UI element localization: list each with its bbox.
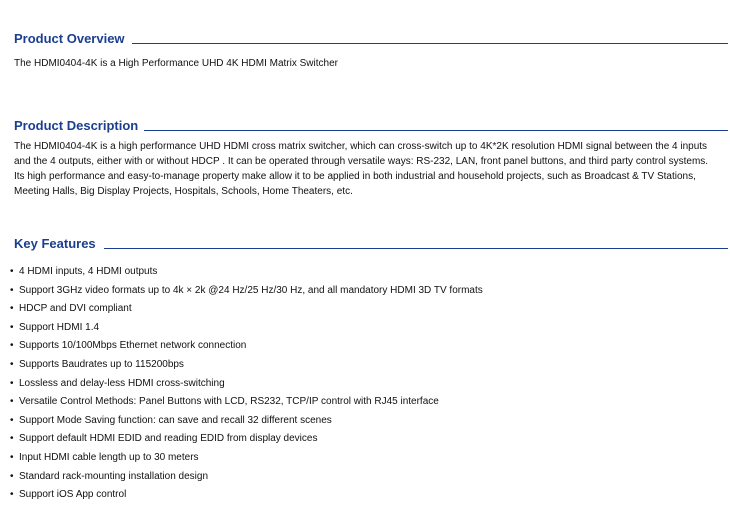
bullet-icon: • [10,303,14,315]
feature-item [10,282,483,301]
bullet-icon: • [10,284,14,296]
feature-text: HDCP and DVI compliant [19,303,132,315]
overview-heading: Product Overview [14,31,125,46]
feature-item [10,449,483,468]
feature-text: 4 HDMI inputs, 4 HDMI outputs [19,266,158,277]
overview-text: The HDMI0404-4K is a High Performance UHD 4K HDMI Matrix Switcher [14,58,338,69]
bullet-icon: • [10,433,14,445]
feature-text: Support Mode Saving function: can save and recall 32 different scenes [19,414,332,426]
overview-divider [132,43,728,44]
feature-item [10,468,483,487]
feature-item [10,412,483,431]
feature-item [10,430,483,449]
features-header [0,229,730,251]
description-divider [144,130,728,131]
bullet-icon: • [10,340,14,352]
feature-item [10,337,483,356]
features-divider [104,248,728,249]
feature-text: Lossless and delay-less HDMI cross-switching [19,377,225,389]
feature-item [10,263,483,282]
bullet-icon: • [10,396,14,408]
feature-text: Support 3GHz video formats up to 4k × 2k @24 Hz/25 Hz/30 Hz, and all mandatory HDMI 3D TV formats [19,284,483,296]
feature-text: Supports 10/100Mbps Ethernet network connection [19,340,247,352]
feature-item [10,356,483,375]
bullet-icon: • [10,451,14,463]
feature-text: Input HDMI cable length up to 30 meters [19,451,199,463]
bullet-icon: • [10,321,14,333]
overview-header [0,24,730,46]
feature-item [10,375,483,394]
feature-item [10,486,483,505]
feature-text: Versatile Control Methods: Panel Buttons with LCD, RS232, TCP/IP control with RJ45 interface [19,396,439,408]
feature-item [10,393,483,412]
feature-text: Standard rack-mounting installation design [19,470,208,482]
description-heading: Product Description [14,118,139,133]
bullet-icon: • [10,266,14,277]
bullet-icon: • [10,470,14,482]
feature-item [10,319,483,338]
bullet-icon: • [10,358,14,370]
feature-text: Supports Baudrates up to 115200bps [19,358,184,370]
features-heading: Key Features [14,236,96,251]
feature-item [10,300,483,319]
bullet-icon: • [10,489,14,501]
feature-text: Support default HDMI EDID and reading EDID from display devices [19,433,318,445]
description-header [0,111,730,133]
feature-text: Support HDMI 1.4 [19,321,100,333]
bullet-icon: • [10,377,14,389]
description-text: The HDMI0404-4K is a high performance UHD HDMI cross matrix switcher, which can cross-switch up to 4K*2K resolution HDMI signal between the 4 inputs and the 4 outputs, either with or without HDCP . It can be operated through versatile ways: RS-232, LAN, front panel buttons, and third party control systems. Its high performance and easy-to-manage property make allow it to be applied in both industrial and household projects, such as Broadcast & TV Stations, Meeting Halls, Big Display Projects, Hospitals, Schools, Home Theaters, etc. [14,141,709,197]
features-list [10,263,483,505]
feature-text: Support iOS App control [19,489,127,501]
bullet-icon: • [10,414,14,426]
